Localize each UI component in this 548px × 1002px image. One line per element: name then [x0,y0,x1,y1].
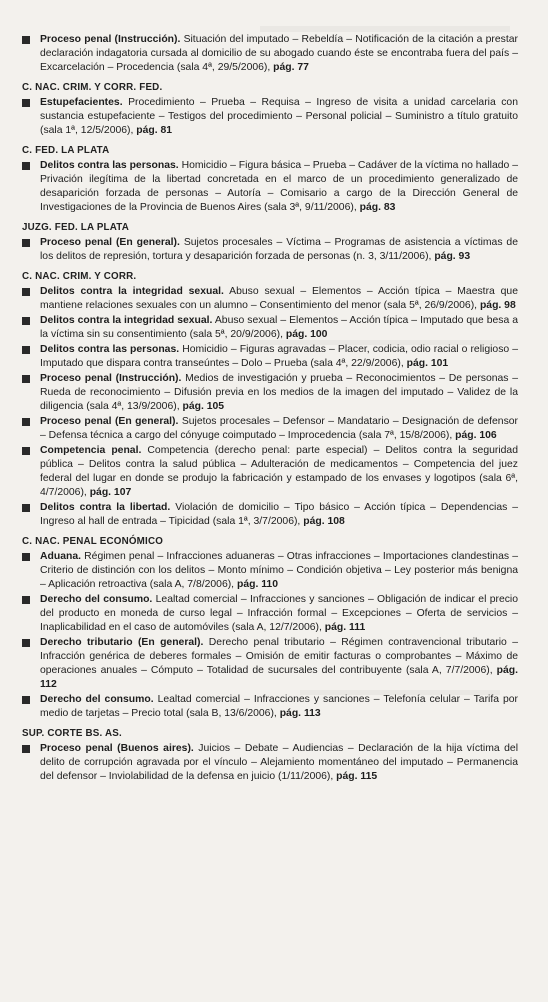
entry-topic: Delitos contra la libertad. [40,502,171,513]
entry-topic: Competencia penal. [40,445,142,456]
court-heading: C. NAC. CRIM. Y CORR. [22,271,137,282]
square-bullet-icon [22,99,30,107]
entry-description: Juicios – Debate – Audiencias – Declaración de la hija víctima del delito de corrupción agravada por el vínculo – Alejamiento momentáneo del imputado – Permanencia del defensor – Inviolabilidad de la defensa en juicio (1/11/2006), [40,743,519,782]
page-reference[interactable]: pág. 105 [182,401,225,412]
entry-description: Sujetos procesales – Defensor – Mandatario – Designación de defensor – Defensa técnica a cargo del cónyuge coimputado – Improcedencia (sala 7ª, 15/8/2006), [40,416,518,441]
entry-description: Procedimiento – Prueba – Requisa – Ingreso de visita a unidad carcelaria con sustancia estupefaciente – Testigos del procedimiento – Personal policial – Suministro a título gratuito (sala 1ª, 12/5/2006), [40,97,518,136]
court-heading: JUZG. FED. LA PLATA [22,222,130,233]
square-bullet-icon [22,418,30,426]
page-reference[interactable]: pág. 106 [455,430,497,441]
index-entry [22,693,518,721]
index-entry [22,236,518,264]
entry-description: Abuso sexual – Elementos – Acción típica – Maestra que mantiene relaciones sexuales con un alumno – Consentimiento del menor (sala 5ª, 26/9/2006), [40,286,518,311]
page-reference[interactable]: pág. 83 [359,202,396,213]
square-bullet-icon [22,162,30,170]
index-entry [22,285,518,313]
index-entry [22,159,518,215]
page-reference[interactable]: pág. 110 [236,579,278,590]
square-bullet-icon [22,317,30,325]
index-entry [22,550,518,592]
page-reference[interactable]: pág. 100 [285,329,328,340]
entry-topic: Delitos contra las personas. [40,160,179,171]
entry-topic: Proceso penal (Instrucción). [40,373,182,384]
entry-topic: Delitos contra las personas. [40,344,180,355]
entry-description: Homicidio – Figura básica – Prueba – Cadáver de la víctima no hallado – Privación ilegítima de la libertad concretada en el marco de un procedimiento generalizado de desaparición forzada de personas – Autoría – Comisario a cargo de la Dirección General de Investigaciones de la Provincia de Buenos Aires (sala 3ª, 9/11/2006), [40,160,519,213]
entry-description: Derecho penal tributario – Régimen contravencional tributario – Infracción genérica de deberes formales – Omisión de emitir facturas o comprobantes – Máximo de operaciones anuales – Cómputo – Totalidad de sucursales del contribuyente (sala A, 7/7/2006), [40,637,518,676]
entry-topic: Delitos contra la integridad sexual. [40,286,224,297]
index-entry [22,372,518,414]
entry-topic: Estupefacientes. [40,97,123,108]
entry-topic: Proceso penal (En general). [40,237,180,248]
square-bullet-icon [22,346,30,354]
page-reference[interactable]: pág. 113 [279,708,321,719]
court-heading: C. NAC. PENAL ECONÓMICO [22,536,164,547]
page-reference[interactable]: pág. 107 [89,487,132,498]
entry-topic: Derecho del consumo. [40,594,153,605]
entry-topic: Proceso penal (En general). [40,416,179,427]
index-entry [22,444,518,500]
index-content [22,33,518,785]
page-reference[interactable]: pág. 112 [40,665,519,690]
entry-description: Homicidio – Figuras agravadas – Placer, codicia, odio racial o religioso – Imputado que dispara contra transeúntes – Dolo – Prueba (sala 4ª, 22/9/2006), [40,344,519,369]
court-heading: C. FED. LA PLATA [22,145,110,156]
entry-topic: Proceso penal (Buenos aires). [40,743,194,754]
page-reference[interactable]: pág. 93 [434,251,471,262]
square-bullet-icon [22,596,30,604]
index-entry [22,593,518,635]
square-bullet-icon [22,375,30,383]
entry-description: Sujetos procesales – Víctima – Programas de asistencia a víctimas de los delitos de represión, tortura y desaparición forzada de personas (n. 3, 3/11/2006), [40,237,518,262]
square-bullet-icon [22,288,30,296]
entry-topic: Derecho tributario (En general). [40,637,204,648]
page-reference[interactable]: pág. 98 [479,300,516,311]
index-entry [22,501,518,529]
index-entry [22,343,518,371]
square-bullet-icon [22,639,30,647]
square-bullet-icon [22,745,30,753]
index-entry [22,742,518,784]
page-reference[interactable]: pág. 111 [324,622,366,633]
index-entry [22,636,518,692]
index-entry [22,33,518,75]
square-bullet-icon [22,553,30,561]
entry-topic: Delitos contra la integridad sexual. [40,315,213,326]
entry-description: Violación de domicilio – Tipo básico – Acción típica – Dependencias – Ingreso al hall de entrada – Tipicidad (sala 1ª, 3/7/2006), [40,502,519,527]
entry-description: Régimen penal – Infracciones aduaneras – Otras infracciones – Importaciones clandestinas – Criterio de distinción con los delitos – Monto mínimo – Condición objetiva – Ley posterior más benigna – Aplicación retroactiva (sala A, 7/8/2006), [40,551,518,590]
entry-description: Medios de investigación y prueba – Reconocimientos – De personas – Rueda de reconocimiento – Difusión previa en los medios de la imagen del imputado – Validez de la diligencia (sala 4ª, 13/9/2006), [40,373,518,412]
entry-topic: Derecho del consumo. [40,694,154,705]
entry-topic: Aduana. [40,551,81,562]
bleed-through-text [260,12,510,32]
court-heading: SUP. CORTE BS. AS. [22,728,122,739]
square-bullet-icon [22,447,30,455]
square-bullet-icon [22,696,30,704]
square-bullet-icon [22,36,30,44]
page-reference[interactable]: pág. 108 [303,516,345,527]
entry-description: Situación del imputado – Rebeldía – Notificación de la citación a prestar declaración indagatoria cursada al domicilio de su abogado cuando éste se encontraba fuera del país – Excarcelación – Procedencia (sala 4ª, 29/5/2006), [40,34,518,73]
court-heading: C. NAC. CRIM. Y CORR. FED. [22,82,163,93]
index-entry [22,96,518,138]
entry-description: Competencia (derecho penal: parte especial) – Delitos contra la seguridad pública – Delitos contra la salud pública – Adulteración de medicamentos – Competencia del juez federal del lugar en donde se produjo la fabricación y estampado de los envases y logotipos (sala 6ª, 4/7/2006), [40,445,518,498]
square-bullet-icon [22,239,30,247]
index-entry [22,415,518,443]
page-reference[interactable]: pág. 101 [406,358,449,369]
index-entry [22,314,518,342]
square-bullet-icon [22,504,30,512]
page-reference[interactable]: pág. 81 [136,125,173,136]
entry-description: Lealtad comercial – Infracciones y sanciones – Telefonía celular – Tarifa por medio de tarjetas – Precio total (sala B, 13/6/2006), [40,694,519,719]
entry-description: Lealtad comercial – Infracciones y sanciones – Obligación de indicar el precio del producto en moneda de curso legal – Infracción formal – Excepciones – Oferta de servicios – Inaplicabilidad en el caso de automóviles (sala A, 12/7/2006), [40,594,518,633]
page-reference[interactable]: pág. 115 [336,771,378,782]
page-reference[interactable]: pág. 77 [273,62,309,73]
entry-topic: Proceso penal (Instrucción). [40,34,181,45]
entry-description: Abuso sexual – Elementos – Acción típica – Imputado que besa a la víctima sin su consentimiento (sala 5ª, 20/9/2006), [40,315,518,340]
